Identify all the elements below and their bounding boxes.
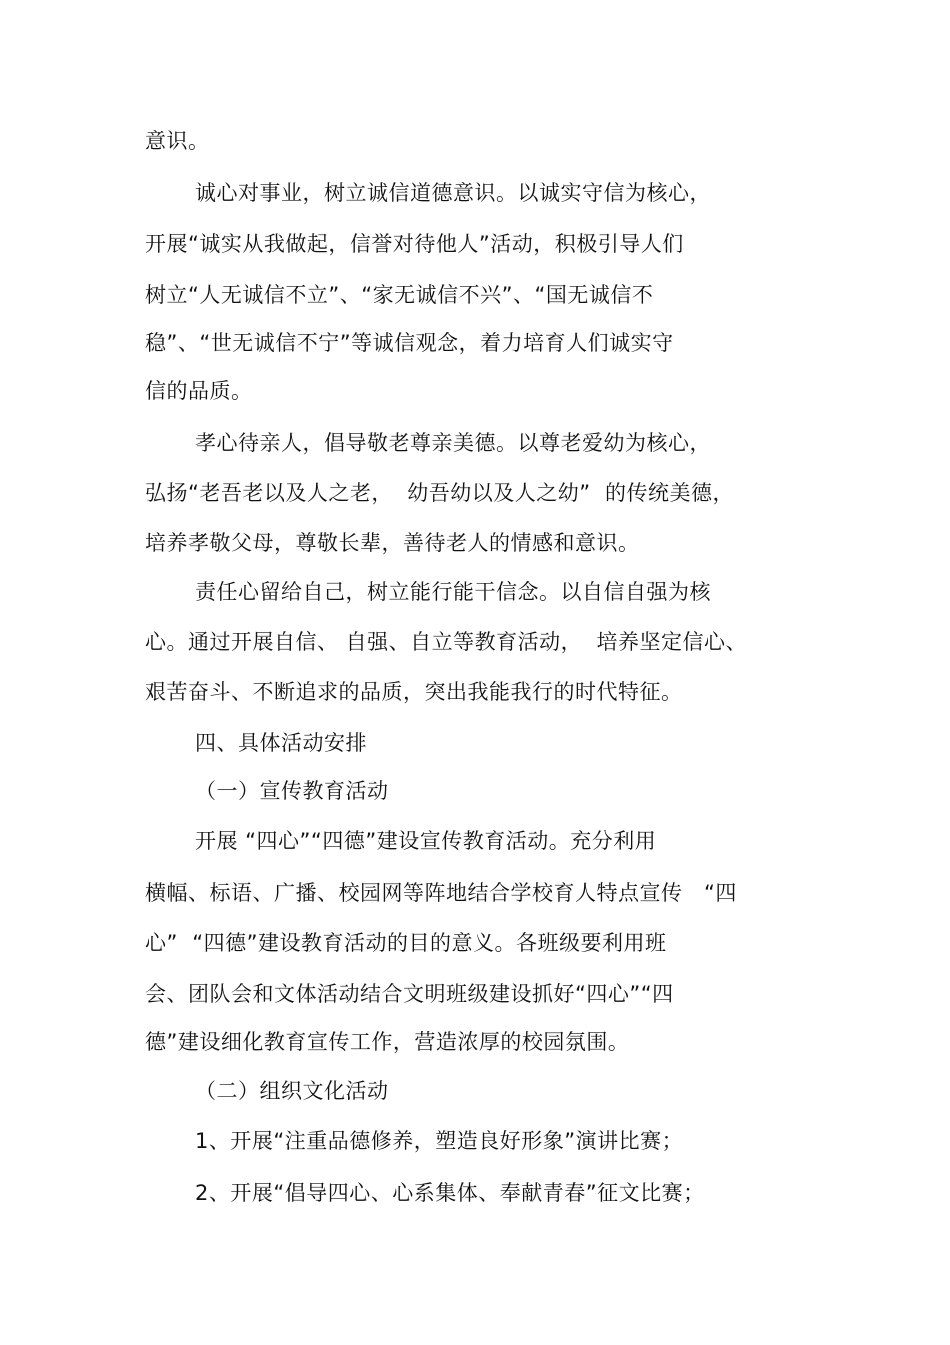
text-line: 会、团队会和文体活动结合文明班级建设抓好“四心”“四: [145, 982, 674, 1006]
subsection-heading: （二）组织文化活动: [195, 1079, 389, 1103]
list-item: 1、开展“注重品德修养，塑造良好形象”演讲比赛；: [195, 1129, 684, 1153]
list-item: 2、开展“倡导四心、心系集体、奉献青春”征文比赛；: [195, 1181, 705, 1205]
text-line: 培养孝敬父母，尊敬长辈，善待老人的情感和意识。: [145, 531, 640, 555]
text-line: 诚心对事业，树立诚信道德意识。以诚实守信为核心，: [195, 181, 711, 205]
text-line: 树立“人无诚信不立”、“家无诚信不兴”、“国无诚信不: [145, 283, 654, 307]
text-line: 德”建设细化教育宣传工作，营造浓厚的校园氛围。: [145, 1030, 630, 1054]
subsection-heading: （一）宣传教育活动: [195, 779, 389, 803]
text-line: 艰苦奋斗、不断追求的品质，突出我能我行的时代特征。: [145, 680, 683, 704]
text-line: 意识。: [145, 129, 210, 153]
text-line: 责任心留给自己，树立能行能干信念。以自信自强为核: [195, 580, 711, 604]
text-line: 孝心待亲人，倡导敬老尊亲美德。以尊老爱幼为核心，: [195, 431, 711, 455]
text-line: 稳”、“世无诚信不宁”等诚信观念，着力培育人们诚实守: [145, 331, 674, 355]
text-line: 横幅、标语、广播、校园网等阵地结合学校育人特点宣传 “四: [145, 881, 737, 905]
text-line: 开展“诚实从我做起，信誉对待他人”活动，积极引导人们: [145, 232, 684, 256]
section-heading: 四、具体活动安排: [195, 731, 367, 755]
text-line: 信的品质。: [145, 379, 253, 403]
text-line: 心” “四德”建设教育活动的目的意义。各班级要利用班: [145, 931, 667, 955]
text-line: 心。通过开展自信、 自强、自立等教育活动， 培养坚定信心、: [145, 630, 748, 654]
text-line: 弘扬“老吾老以及人之老， 幼吾幼以及人之幼” 的传统美德，: [145, 481, 734, 505]
text-line: 开展 “四心”“四德”建设宣传教育活动。充分利用: [195, 829, 657, 853]
